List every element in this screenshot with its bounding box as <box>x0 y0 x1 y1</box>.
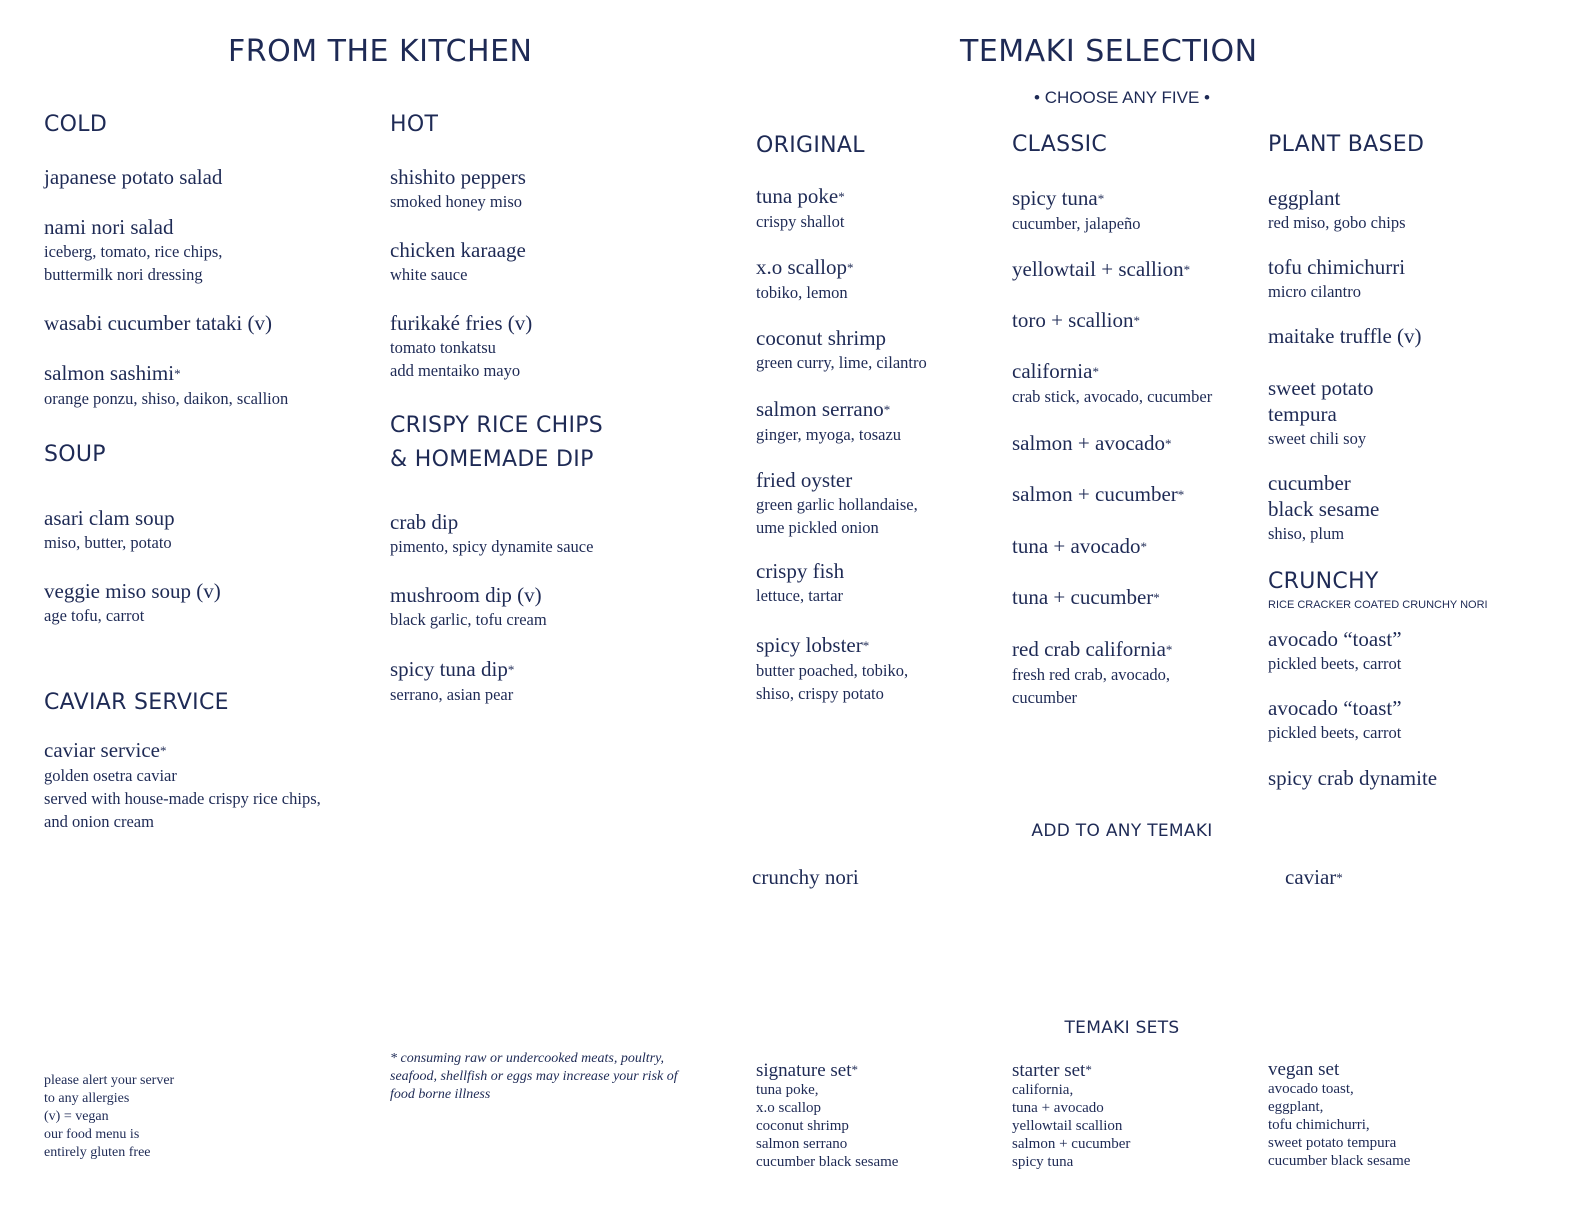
raw-asterisk: * <box>1183 262 1191 277</box>
item-desc: buttermilk nori dressing <box>44 265 203 284</box>
raw-asterisk: * <box>1336 870 1343 885</box>
crispy-heading-line: CRISPY RICE CHIPS <box>390 413 604 438</box>
item-name: eggplant <box>1268 186 1341 210</box>
menu-item <box>1285 864 1343 891</box>
item-name: black sesame <box>1268 497 1380 521</box>
item-name: asari clam soup <box>44 506 175 530</box>
item-desc: butter poached, tobiko, <box>756 661 909 680</box>
menu-item <box>1012 481 1184 508</box>
item-desc: orange ponzu, shiso, daikon, scallion <box>44 389 289 408</box>
item-name: spicy lobster <box>756 633 863 657</box>
plant-based-heading: PLANT BASED <box>1268 132 1425 157</box>
item-desc: x.o scallop <box>756 1100 821 1116</box>
menu-item <box>1012 430 1171 457</box>
item-name: veggie miso soup (v) <box>44 579 221 603</box>
item-desc: golden osetra caviar <box>44 766 177 785</box>
item-name: spicy tuna dip <box>390 657 508 681</box>
item-desc: shiso, plum <box>1268 524 1345 543</box>
note-line: (v) = vegan <box>44 1109 109 1124</box>
note-line: seafood, shellfish or eggs may increase your risk of <box>390 1069 678 1084</box>
item-name: fried oyster <box>756 468 853 492</box>
menu-item <box>1268 185 1406 234</box>
item-name: crab dip <box>390 510 459 534</box>
item-desc: crispy shallot <box>756 212 845 231</box>
item-name: spicy crab dynamite <box>1268 766 1438 790</box>
item-desc: fresh red crab, avocado, <box>1012 665 1171 684</box>
raw-asterisk: * <box>1165 642 1173 657</box>
crispy-heading-line: & HOMEMADE DIP <box>390 447 594 472</box>
item-desc: crab stick, avocado, cucumber <box>1012 387 1213 406</box>
raw-asterisk: * <box>846 260 854 275</box>
classic-heading: CLASSIC <box>1012 132 1108 157</box>
item-desc: black garlic, tofu cream <box>390 610 547 629</box>
note-line: to any allergies <box>44 1091 130 1106</box>
addons-heading: ADD TO ANY TEMAKI <box>1031 821 1213 841</box>
item-desc: salmon + cucumber <box>1012 1136 1131 1152</box>
item-desc: yellowtail scallion <box>1012 1118 1123 1134</box>
item-desc: pickled beets, carrot <box>1268 654 1402 673</box>
raw-asterisk: * <box>1085 1062 1092 1077</box>
menu-item <box>756 467 918 539</box>
item-name: signature set <box>756 1060 852 1081</box>
menu-item <box>1268 626 1402 675</box>
item-desc: spicy tuna <box>1012 1154 1074 1170</box>
item-name: tofu chimichurri <box>1268 255 1406 279</box>
item-name: avocado “toast” <box>1268 696 1402 720</box>
item-name: furikaké fries (v) <box>390 311 533 335</box>
item-desc: tobiko, lemon <box>756 283 848 302</box>
menu-item <box>756 632 908 705</box>
item-desc: red miso, gobo chips <box>1268 213 1406 232</box>
menu-item <box>1012 185 1141 235</box>
item-desc: miso, butter, potato <box>44 533 172 552</box>
raw-asterisk: * <box>1097 191 1105 206</box>
item-name: caviar service <box>44 738 161 762</box>
item-desc: cucumber black sesame <box>1268 1153 1411 1169</box>
item-name: red crab california <box>1012 637 1166 661</box>
raw-asterisk: * <box>1140 539 1147 554</box>
item-desc: salmon serrano <box>756 1136 848 1152</box>
menu-item <box>1268 323 1422 349</box>
menu-item <box>1012 533 1147 560</box>
hot-heading: HOT <box>390 112 439 137</box>
raw-asterisk: * <box>851 1062 859 1077</box>
menu-item <box>1268 375 1374 450</box>
item-desc: pimento, spicy dynamite sauce <box>390 537 594 556</box>
menu-item <box>44 164 222 190</box>
item-name: japanese potato salad <box>44 165 223 189</box>
menu-item <box>390 582 547 631</box>
item-desc: iceberg, tomato, rice chips, <box>44 242 223 261</box>
item-name: tuna + avocado <box>1012 534 1141 558</box>
sets-heading: TEMAKI SETS <box>1064 1018 1180 1038</box>
item-name: tuna poke <box>756 184 839 208</box>
note-line: * consuming raw or undercooked meats, poultry, <box>390 1051 665 1066</box>
note-line: please alert your server <box>44 1073 175 1088</box>
raw-asterisk: * <box>883 402 891 417</box>
item-desc: white sauce <box>390 265 468 284</box>
item-name: chicken karaage <box>390 238 526 262</box>
menu-item <box>1268 695 1402 744</box>
item-desc: ginger, myoga, tosazu <box>756 425 902 444</box>
raw-asterisk: * <box>160 743 167 758</box>
item-desc: cucumber <box>1012 688 1078 707</box>
menu-item <box>1012 1060 1130 1171</box>
menu-item <box>756 183 845 233</box>
item-name: maitake truffle (v) <box>1268 324 1422 348</box>
menu-item <box>756 254 853 304</box>
item-desc: cucumber, jalapeño <box>1012 214 1141 233</box>
item-desc: add mentaiko mayo <box>390 361 521 380</box>
item-desc: serrano, asian pear <box>390 685 514 704</box>
item-desc: served with house-made crispy rice chips, <box>44 789 321 808</box>
item-desc: california, <box>1012 1082 1074 1098</box>
item-desc: lettuce, tartar <box>756 586 844 605</box>
item-desc: shiso, crispy potato <box>756 684 884 703</box>
item-name: sweet potato <box>1268 376 1374 400</box>
item-desc: green curry, lime, cilantro <box>756 353 927 372</box>
menu-item <box>390 656 514 706</box>
item-desc: micro cilantro <box>1268 282 1362 301</box>
menu-item <box>1012 358 1212 408</box>
menu-item <box>44 360 288 410</box>
item-name: toro + scallion <box>1012 308 1134 332</box>
item-name: tempura <box>1268 402 1337 426</box>
menu-item <box>44 505 175 554</box>
item-name: starter set <box>1012 1060 1086 1081</box>
item-name: shishito peppers <box>390 165 526 189</box>
note-line: entirely gluten free <box>44 1145 151 1160</box>
item-desc: smoked honey miso <box>390 192 522 211</box>
menu-item <box>44 310 272 336</box>
item-name: crunchy nori <box>752 865 859 889</box>
menu-item <box>756 396 901 446</box>
menu-item <box>752 864 859 890</box>
item-desc: sweet potato tempura <box>1268 1135 1397 1151</box>
note-line: food borne illness <box>390 1087 491 1102</box>
item-name: cucumber <box>1268 471 1351 495</box>
temaki-subtitle: • CHOOSE ANY FIVE • <box>1034 88 1210 107</box>
menu-item <box>390 310 532 382</box>
raw-food-warning <box>390 1050 678 1104</box>
item-desc: avocado toast, <box>1268 1081 1354 1097</box>
item-desc: coconut shrimp <box>756 1118 849 1134</box>
menu-item <box>756 1060 898 1171</box>
item-name: wasabi cucumber tataki (v) <box>44 311 272 335</box>
note-line: our food menu is <box>44 1127 140 1142</box>
temaki-title: TEMAKI SELECTION <box>960 34 1258 69</box>
menu-item <box>44 737 321 833</box>
kitchen-title: FROM THE KITCHEN <box>228 34 533 69</box>
item-name: mushroom dip (v) <box>390 583 542 607</box>
item-desc: green garlic hollandaise, <box>756 495 918 514</box>
original-heading: ORIGINAL <box>756 133 865 158</box>
menu-item <box>1268 1060 1410 1170</box>
item-name: caviar <box>1285 865 1337 889</box>
menu-item <box>1268 470 1379 545</box>
menu-item <box>44 214 222 286</box>
item-name: salmon + avocado <box>1012 431 1165 455</box>
item-name: crispy fish <box>756 559 845 583</box>
raw-asterisk: * <box>1092 364 1099 379</box>
item-name: yellowtail + scallion <box>1012 257 1184 281</box>
item-desc: tomato tonkatsu <box>390 338 496 357</box>
menu-item <box>1012 636 1172 709</box>
item-name: avocado “toast” <box>1268 627 1402 651</box>
item-name: salmon sashimi <box>44 361 175 385</box>
menu-item <box>1012 584 1160 611</box>
item-desc: and onion cream <box>44 812 154 831</box>
cold-heading: COLD <box>44 112 108 137</box>
item-name: tuna + cucumber <box>1012 585 1154 609</box>
raw-asterisk: * <box>174 366 181 381</box>
raw-asterisk: * <box>507 662 515 677</box>
item-name: nami nori salad <box>44 215 174 239</box>
item-desc: age tofu, carrot <box>44 606 145 625</box>
menu-item <box>1012 307 1140 334</box>
menu-item <box>390 164 526 213</box>
menu-item <box>1012 256 1190 283</box>
menu-item <box>1268 254 1405 303</box>
soup-heading: SOUP <box>44 442 106 467</box>
item-name: coconut shrimp <box>756 326 887 350</box>
item-desc: sweet chili soy <box>1268 429 1367 448</box>
raw-asterisk: * <box>1153 590 1160 605</box>
crispy-heading <box>390 409 603 477</box>
menu-item <box>44 578 221 627</box>
crunchy-heading: CRUNCHY <box>1268 569 1379 594</box>
allergy-note <box>44 1072 174 1162</box>
item-name: spicy tuna <box>1012 186 1098 210</box>
raw-asterisk: * <box>838 189 845 204</box>
item-desc: tuna + avocado <box>1012 1100 1104 1116</box>
item-desc: tuna poke, <box>756 1082 819 1098</box>
menu-item <box>756 558 844 607</box>
raw-asterisk: * <box>862 638 870 653</box>
menu-item <box>756 325 927 374</box>
item-desc: cucumber black sesame <box>756 1154 899 1170</box>
caviar-heading: CAVIAR SERVICE <box>44 690 229 715</box>
item-name: salmon serrano <box>756 397 884 421</box>
raw-asterisk: * <box>1133 313 1140 328</box>
crunchy-subheading: RICE CRACKER COATED CRUNCHY NORI <box>1268 599 1488 611</box>
item-desc: tofu chimichurri, <box>1268 1117 1370 1133</box>
menu-item <box>390 509 593 558</box>
item-name: salmon + cucumber <box>1012 482 1178 506</box>
raw-asterisk: * <box>1164 436 1172 451</box>
item-desc: pickled beets, carrot <box>1268 723 1402 742</box>
item-name: x.o scallop <box>756 255 847 279</box>
item-desc: eggplant, <box>1268 1099 1324 1115</box>
item-name: vegan set <box>1268 1059 1340 1080</box>
raw-asterisk: * <box>1177 487 1185 502</box>
item-desc: ume pickled onion <box>756 518 879 537</box>
menu-item <box>390 237 526 286</box>
item-name: california <box>1012 359 1093 383</box>
menu-item <box>1268 765 1437 791</box>
